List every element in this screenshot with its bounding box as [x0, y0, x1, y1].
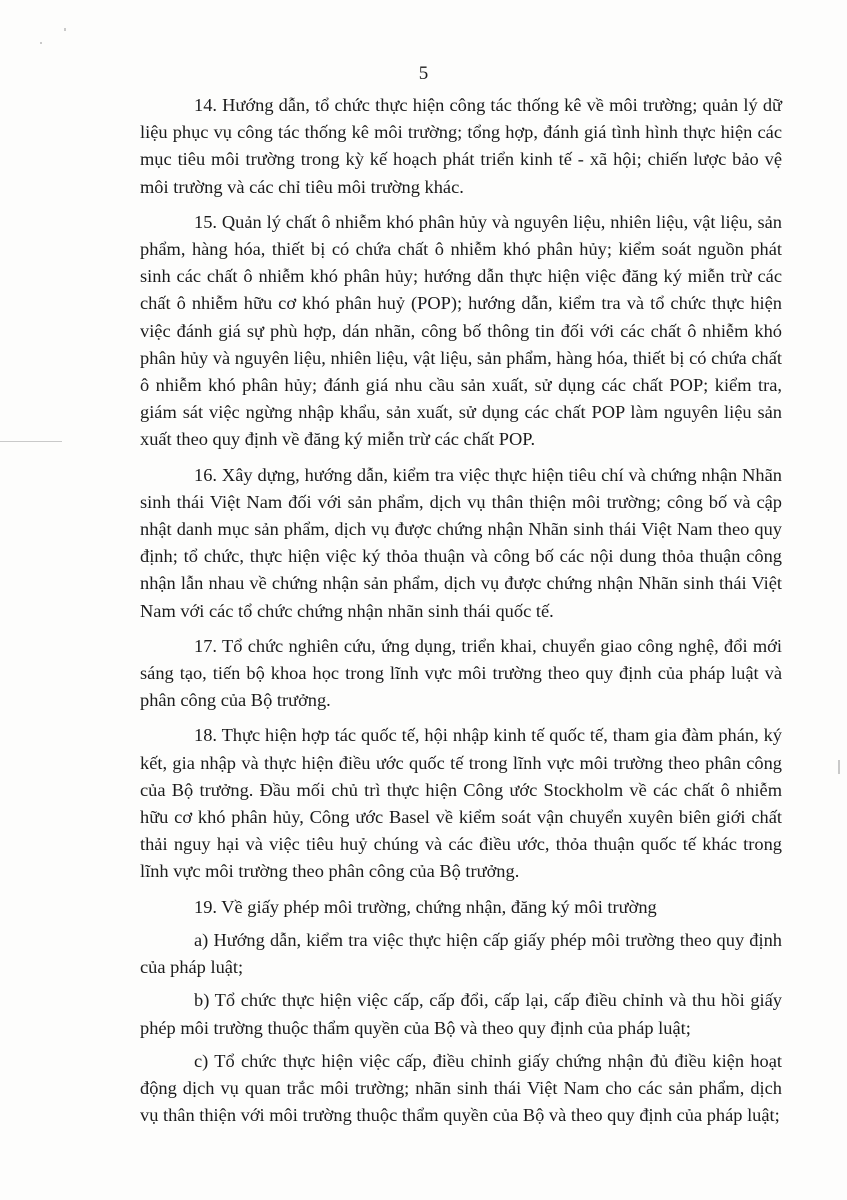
paragraph-19-heading: 19. Về giấy phép môi trường, chứng nhận, đăng ký môi trường	[194, 896, 657, 917]
scan-artifact	[0, 441, 62, 442]
page-number: 5	[418, 63, 429, 84]
paragraph-16: 16. Xây dựng, hướng dẫn, kiểm tra việc thực hiện tiêu chí và chứng nhận Nhãn sinh thái Việt Nam đối với sản phẩm, dịch vụ thân thiện môi trường; công bố và cập nhật danh mục sản phẩm, dịch vụ được chứng nhận Nhãn sinh thái Việt Nam theo quy định; tổ chức, thực hiện việc ký thỏa thuận và công bố các nội dung thỏa thuận công nhận lẫn nhau về chứng nhận sản phẩm, dịch vụ được chứng nhận Nhãn sinh thái Việt Nam với các tổ chức chứng nhận nhãn sinh thái quốc tế.	[140, 464, 782, 621]
paragraph-17: 17. Tổ chức nghiên cứu, ứng dụng, triển khai, chuyển giao công nghệ, đổi mới sáng tạo, tiến bộ khoa học trong lĩnh vực môi trường theo quy định của pháp luật và phân công của Bộ trưởng.	[140, 635, 782, 711]
sub-item-c: c) Tổ chức thực hiện việc cấp, điều chỉnh giấy chứng nhận đủ điều kiện hoạt động dịch vụ quan trắc môi trường; nhãn sinh thái Việt Nam cho các sản phẩm, dịch vụ thân thiện với môi trường thuộc thẩm quyền của Bộ và theo quy định của pháp luật;	[140, 1050, 782, 1126]
scan-artifact	[40, 42, 42, 44]
scan-artifact	[838, 760, 840, 774]
document-body	[140, 92, 782, 1135]
paragraph-15: 15. Quản lý chất ô nhiễm khó phân hủy và nguyên liệu, nhiên liệu, vật liệu, sản phẩm, hàng hóa, thiết bị có chứa chất ô nhiễm khó phân hủy; kiểm soát nguồn phát sinh các chất ô nhiễm khó phân hủy; hướng dẫn thực hiện việc đăng ký miễn trừ các chất ô nhiễm hữu cơ khó phân huỷ (POP); hướng dẫn, kiểm tra và tổ chức thực hiện việc đánh giá sự phù hợp, dán nhãn, công bố thông tin đối với các chất ô nhiễm khó phân hủy và nguyên liệu, nhiên liệu, vật liệu, sản phẩm, hàng hóa, thiết bị có chứa chất ô nhiễm khó phân hủy; đánh giá nhu cầu sản xuất, sử dụng các chất POP; kiểm tra, giám sát việc ngừng nhập khẩu, sản xuất, sử dụng các chất POP làm nguyên liệu sản xuất theo quy định về đăng ký miễn trừ các chất POP.	[140, 211, 782, 450]
sub-item-a: a) Hướng dẫn, kiểm tra việc thực hiện cấp giấy phép môi trường theo quy định của pháp luật;	[140, 929, 782, 978]
sub-item-b: b) Tổ chức thực hiện việc cấp, cấp đổi, cấp lại, cấp điều chỉnh và thu hồi giấy phép môi trường thuộc thẩm quyền của Bộ và theo quy định của pháp luật;	[140, 990, 782, 1038]
scan-artifact	[64, 28, 66, 31]
paragraph-14: 14. Hướng dẫn, tổ chức thực hiện công tác thống kê về môi trường; quản lý dữ liệu phục vụ công tác thống kê môi trường; tổng hợp, đánh giá tình hình thực hiện các mục tiêu môi trường trong kỳ kế hoạch phát triển kinh tế - xã hội; chiến lược bảo vệ môi trường và các chỉ tiêu môi trường khác.	[140, 95, 782, 197]
paragraph-18: 18. Thực hiện hợp tác quốc tế, hội nhập kinh tế quốc tế, tham gia đàm phán, ký kết, gia nhập và thực hiện điều ước quốc tế trong lĩnh vực môi trường theo phân công của Bộ trưởng. Đầu mối chủ trì thực hiện Công ước Stockholm về các chất ô nhiễm hữu cơ khó phân hủy, Công ước Basel về kiểm soát vận chuyển xuyên biên giới chất thải nguy hại và việc tiêu huỷ chúng và các điều ước, thỏa thuận quốc tế khác trong lĩnh vực môi trường theo phân công của Bộ trưởng.	[140, 725, 782, 882]
